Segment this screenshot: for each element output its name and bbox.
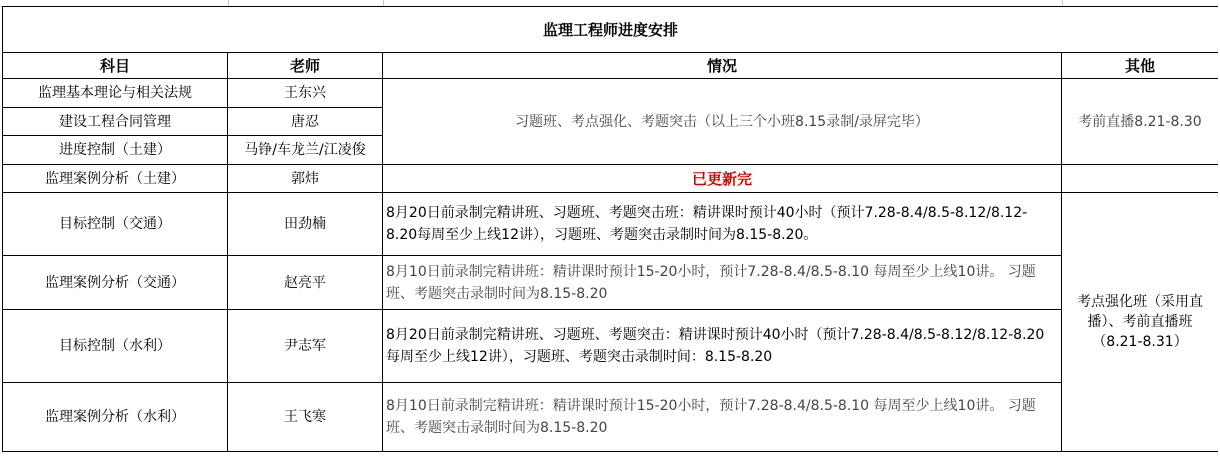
teacher-cell[interactable]: 马铮/车龙兰/江凌俊 — [228, 136, 383, 165]
subject-cell[interactable]: 监理基本理论与相关法规 — [3, 79, 228, 108]
subject-cell[interactable]: 监理案例分析（水利） — [3, 383, 228, 452]
subject-cell[interactable]: 进度控制（土建） — [3, 136, 228, 165]
table-title[interactable]: 监理工程师进度安排 — [3, 7, 1219, 53]
header-status[interactable]: 情况 — [383, 53, 1062, 79]
status-cell-merged[interactable]: 习题班、考点强化、考题突击（以上三个小班8.15录制/录屏完毕） — [383, 79, 1062, 165]
header-teacher[interactable]: 老师 — [228, 53, 383, 79]
teacher-cell[interactable]: 王东兴 — [228, 79, 383, 108]
teacher-cell[interactable]: 田劲楠 — [228, 193, 383, 256]
teacher-cell[interactable]: 郭炜 — [228, 165, 383, 193]
header-subject[interactable]: 科目 — [3, 53, 228, 79]
subject-cell[interactable]: 监理案例分析（交通） — [3, 256, 228, 310]
status-cell[interactable]: 8月20日前录制完精讲班、习题班、考题突击班：精讲课时预计40小时（预计7.28-8.4/8.5-8.12/8.12-8.20每周至少上线12讲），习题班、考题突击录制时间为8.15-8.20。 — [383, 193, 1062, 256]
teacher-cell[interactable]: 王飞寒 — [228, 383, 383, 452]
status-cell[interactable]: 8月20日前录制完精讲班、习题班、考题突击：精讲课时预计40小时（预计7.28-8.4/8.5-8.12/8.12-8.20每周至少上线12讲），习题班、考题突击录制时间：8.15-8.20 — [383, 310, 1062, 383]
teacher-cell[interactable]: 赵亮平 — [228, 256, 383, 310]
status-updated-cell[interactable]: 已更新完 — [383, 165, 1062, 193]
subject-cell[interactable]: 建设工程合同管理 — [3, 108, 228, 136]
subject-cell[interactable]: 目标控制（水利） — [3, 310, 228, 383]
status-cell[interactable]: 8月10日前录制完精讲班：精讲课时预计15-20小时，预计7.28-8.4/8.5-8.10 每周至少上线10讲。 习题班、考题突击录制时间为8.15-8.20 — [383, 256, 1062, 310]
other-cell-merged[interactable]: 考前直播8.21-8.30 — [1062, 79, 1219, 165]
schedule-table — [2, 6, 1219, 452]
teacher-cell[interactable]: 唐忍 — [228, 108, 383, 136]
other-cell-empty[interactable] — [1062, 165, 1219, 193]
subject-cell[interactable]: 目标控制（交通） — [3, 193, 228, 256]
teacher-cell[interactable]: 尹志军 — [228, 310, 383, 383]
header-other[interactable]: 其他 — [1062, 53, 1219, 79]
subject-cell[interactable]: 监理案例分析（土建） — [3, 165, 228, 193]
status-cell[interactable]: 8月10日前录制完精讲班：精讲课时预计15-20小时，预计7.28-8.4/8.5-8.10 每周至少上线10讲。 习题班、考题突击录制时间为8.15-8.20 — [383, 383, 1062, 452]
other-cell-merged[interactable]: 考点强化班（采用直播）、考前直播班（8.21-8.31） — [1062, 193, 1219, 452]
